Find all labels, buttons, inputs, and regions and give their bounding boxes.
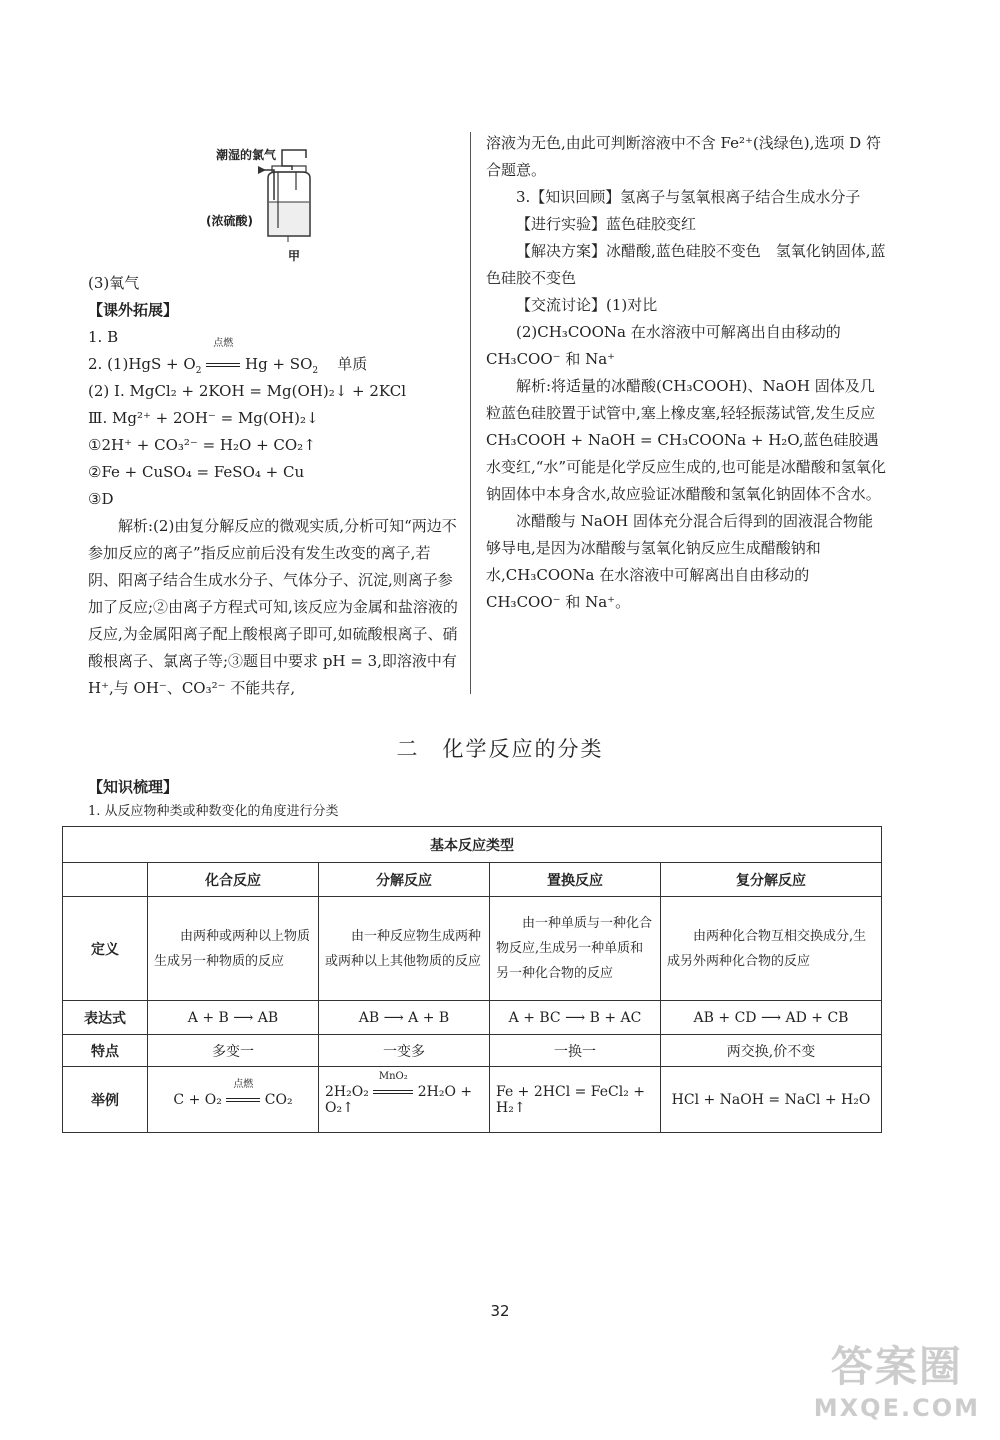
watermark-text-2: MXQE.COM xyxy=(813,1394,980,1422)
bottle-drawing xyxy=(188,130,328,250)
feature-displacement: 一换一 xyxy=(490,1035,661,1067)
eq-right: Hg + SO xyxy=(245,355,313,373)
gas-washing-bottle-figure xyxy=(88,130,458,270)
answer-ext-1: 1. B xyxy=(88,328,119,346)
row-label-expression: 表达式 xyxy=(63,1001,148,1035)
example-1-left: C + O₂ xyxy=(173,1091,222,1108)
header-combination: 化合反应 xyxy=(148,863,319,897)
analysis-right-1: 解析:将适量的冰醋酸(CH₃COOH)、NaOH 固体及几粒蓝色硅胶置于试管中,塞上橡皮塞,轻轻振荡试管,发生反应 CH₃COOH + NaOH = CH₃COONa + H₂O,蓝色硅胶遇水变红,“水”可能是化学反应生成的,也可能是冰醋酸和氢氧化钠固体中本身含水,故应验证冰醋酸和氢氧化钠固体不含水。 xyxy=(486,377,886,503)
feature-decomposition: 一变多 xyxy=(319,1035,490,1067)
knowledge-heading: 【知识梳理】 xyxy=(88,778,179,796)
column-divider xyxy=(470,132,471,694)
watermark-text-1: 答案圈 xyxy=(830,1342,963,1391)
row-label-example: 举例 xyxy=(63,1067,148,1133)
example-combination xyxy=(148,1067,319,1133)
example-displacement: Fe + 2HCl = FeCl₂ + H₂↑ xyxy=(490,1067,661,1133)
expression-decomposition: AB ⟶ A + B xyxy=(319,1001,490,1035)
discussion-1: 【交流讨论】(1)对比 xyxy=(516,296,658,314)
eq-left: 2. (1)HgS + O xyxy=(88,355,196,373)
expression-double-displacement: AB + CD ⟶ AD + CB xyxy=(661,1001,882,1035)
example-1-right: CO₂ xyxy=(264,1091,293,1108)
answer-3-recall: 3.【知识回顾】氢离子与氢氧根离子结合生成水分子 xyxy=(516,188,861,206)
header-decomposition: 分解反应 xyxy=(319,863,490,897)
row-label-feature: 特点 xyxy=(63,1035,148,1067)
left-column xyxy=(88,130,458,702)
expression-displacement: A + BC ⟶ B + AC xyxy=(490,1001,661,1035)
header-displacement: 置换反应 xyxy=(490,863,661,897)
figure-caption: 甲 xyxy=(288,249,301,263)
example-2-right: 2H₂O + O₂↑ xyxy=(325,1083,473,1116)
expression-combination: A + B ⟶ AB xyxy=(148,1001,319,1035)
gas-label: 潮湿的氯气 xyxy=(216,148,277,162)
example-1-condition-text: 点燃 xyxy=(233,1078,254,1090)
watermark-logo xyxy=(814,1334,980,1422)
row-label-definition: 定义 xyxy=(63,897,148,1001)
feature-combination: 多变一 xyxy=(148,1035,319,1067)
table-corner xyxy=(63,863,148,897)
answer-ext-2-5: ②Fe + CuSO₄ = FeSO₄ + Cu xyxy=(88,463,305,481)
answer-ext-2-6: ③D xyxy=(88,490,114,508)
continuation-text: 溶液为无色,由此可判断溶液中不含 Fe²⁺(浅绿色),选项 D 符合题意。 xyxy=(486,134,881,179)
reaction-types-table xyxy=(62,826,882,1133)
solution-text: 【解决方案】冰醋酸,蓝色硅胶不变色 氢氧化钠固体,蓝色硅胶不变色 xyxy=(486,242,886,287)
right-column xyxy=(486,130,886,616)
analysis-left: 解析:(2)由复分解反应的微观实质,分析可知“两边不参加反应的离子”指反应前后没有发生改变的离子,若阴、阳离子结合生成水分子、气体分子、沉淀,则离子参加了反应;②由离子方程式可知,该反应为金属和盐溶液的反应,为金属阳离子配上酸根离子即可,如硫酸根离子、硝酸根离子、氯离子等;③题目中要求 pH = 3,即溶液中有 H⁺,与 OH⁻、CO₃²⁻ 不能共存, xyxy=(88,517,458,697)
feature-double-displacement: 两交换,价不变 xyxy=(661,1035,882,1067)
definition-combination: 由两种或两种以上物质生成另一种物质的反应 xyxy=(148,897,319,1001)
example-2-condition-text: MnO₂ xyxy=(378,1070,408,1082)
example-double-displacement: HCl + NaOH = NaCl + H₂O xyxy=(661,1067,882,1133)
answer-ext-2-4: ①2H⁺ + CO₃²⁻ = H₂O + CO₂↑ xyxy=(88,436,316,454)
liquid-label: (浓硫酸) xyxy=(206,214,253,228)
page-number: 32 xyxy=(490,1302,510,1320)
answer-ext-2-1: 2. $(1)HgS + O_2$ 点燃 $Hg + SO_2$ 单质 xyxy=(88,338,368,376)
condition-text: 点燃 xyxy=(213,338,234,349)
answer-ext-2-2: (2) Ⅰ. MgCl₂ + 2KOH = Mg(OH)₂↓ + 2KCl xyxy=(88,382,407,400)
discussion-2: (2)CH₃COONa 在水溶液中可解离出自由移动的 CH₃COO⁻ 和 Na⁺ xyxy=(486,323,841,368)
table-title: 基本反应类型 xyxy=(63,827,882,863)
example-2-left: 2H₂O₂ xyxy=(325,1083,369,1100)
analysis-right-2: 冰醋酸与 NaOH 固体充分混合后得到的固液混合物能够导电,是因为冰醋酸与氢氧化钠反应生成醋酸钠和水,CH₃COONa 在水溶液中可解离出自由移动的 CH₃COO⁻ 和 Na⁺。 xyxy=(486,512,873,611)
example-1-condition xyxy=(226,1078,260,1108)
definition-double-displacement: 由两种化合物互相交换成分,生成另外两种化合物的反应 xyxy=(661,897,882,1001)
header-double-displacement: 复分解反应 xyxy=(661,863,882,897)
extension-heading: 【课外拓展】 xyxy=(88,301,179,319)
example-2-condition xyxy=(373,1070,413,1100)
example-decomposition xyxy=(319,1067,490,1133)
reaction-condition xyxy=(206,338,240,378)
section-title: 二 化学反应的分类 xyxy=(396,737,604,761)
definition-decomposition: 由一种反应物生成两种或两种以上其他物质的反应 xyxy=(319,897,490,1001)
experiment-text: 【进行实验】蓝色硅胶变红 xyxy=(516,215,697,233)
sub-heading: 1. 从反应物种类或种数变化的角度进行分类 xyxy=(88,804,339,819)
answer-3: (3)氧气 xyxy=(88,274,140,292)
definition-displacement: 由一种单质与一种化合物反应,生成另一种单质和另一种化合物的反应 xyxy=(490,897,661,1001)
answer-ext-2-3: Ⅲ. Mg²⁺ + 2OH⁻ = Mg(OH)₂↓ xyxy=(88,409,319,427)
eq-tail: 单质 xyxy=(337,355,368,373)
